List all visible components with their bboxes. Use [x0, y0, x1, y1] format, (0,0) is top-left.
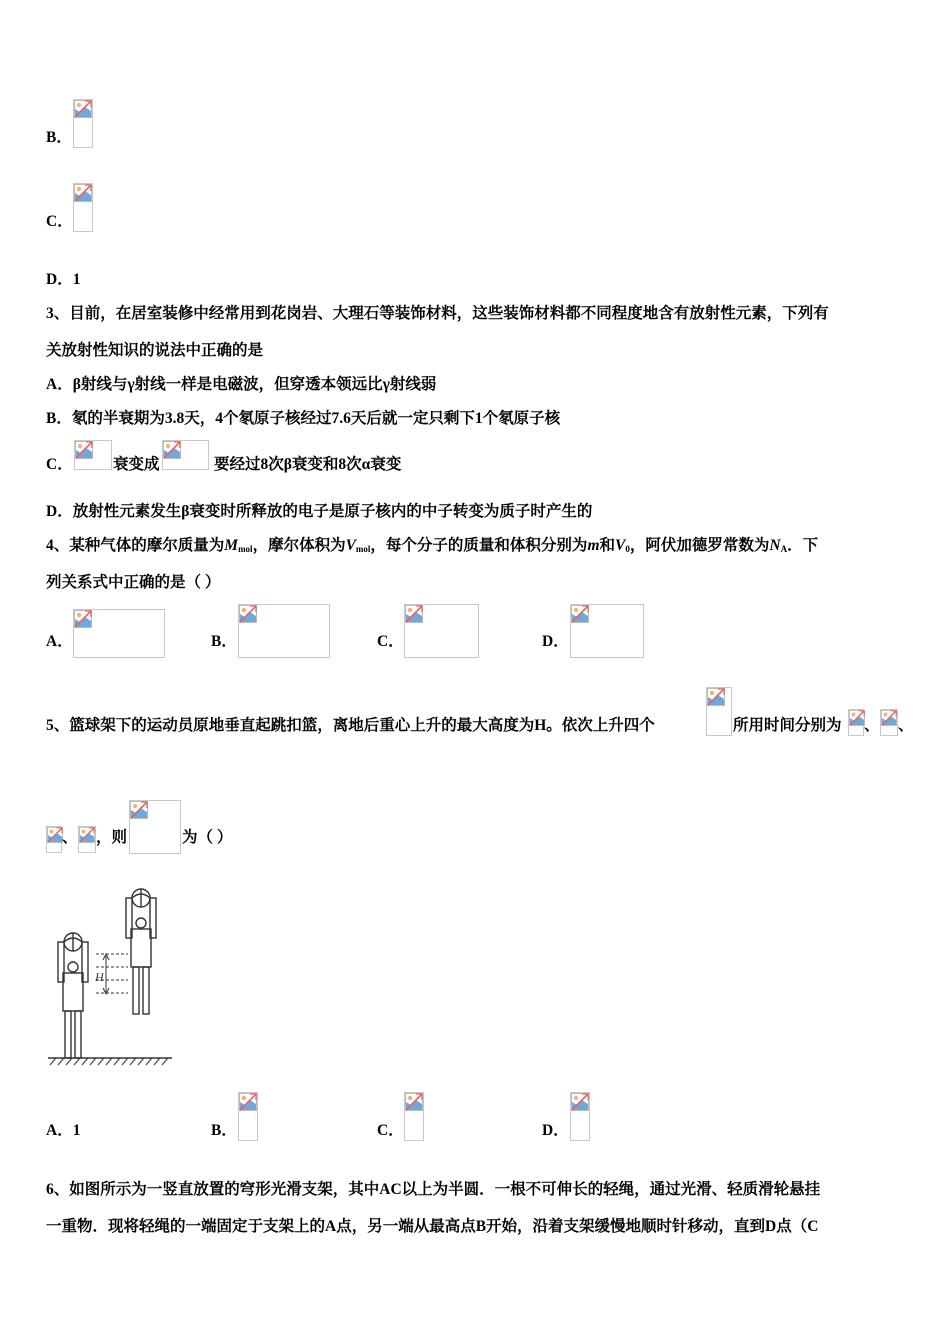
q5-figure-svg [44, 884, 176, 1070]
q5-image-t2 [880, 709, 898, 736]
q5-option-d-image [570, 1092, 590, 1141]
q4-text-3: ，每个分子的质量和体积分别为 [370, 537, 588, 554]
q5-option-d-label: D． [542, 1122, 569, 1139]
q4-text-1: 4、某种气体的摩尔质量为 [46, 537, 225, 554]
q3-stem-line2: 关放射性知识的说法中正确的是 [46, 342, 264, 359]
broken-image-icon [881, 710, 899, 728]
broken-image-icon [74, 610, 92, 628]
broken-image-icon [163, 441, 181, 459]
broken-image-icon [405, 1093, 423, 1111]
q4-option-b-image [238, 604, 330, 658]
q4-symbol-V0: V [615, 537, 626, 554]
broken-image-icon [130, 801, 148, 819]
q2-option-b-label: B． [46, 129, 72, 146]
q3-option-a: A．β射线与γ射线一样是电磁波，但穿透本领远比γ射线弱 [46, 376, 437, 393]
q3-option-c-image-2 [162, 440, 209, 470]
q5-image-t4 [78, 826, 96, 853]
q4-option-a-label: A． [46, 633, 73, 650]
q4-option-a-image [73, 609, 165, 658]
broken-image-icon [571, 1093, 589, 1111]
q4-option-c-label: C． [377, 633, 404, 650]
q3-option-c-label: C． [46, 456, 73, 473]
q3-stem-line1: 3、目前，在居室装修中经常用到花岗岩、大理石等装饰材料，这些装饰材料都不同程度地含有放射性元素，下列有 [46, 305, 829, 322]
q5-figure-h-label: H [95, 970, 104, 984]
q4-sub-A: A [780, 544, 788, 554]
q4-symbol-M: M [224, 537, 239, 554]
q3-option-c-mid: 衰变成 [113, 456, 160, 473]
q2-option-c-label: C． [46, 213, 73, 230]
q5-stem-part2: 所用时间分别为 [733, 717, 842, 734]
q2-option-d [46, 270, 80, 290]
q4-sub-mol-2: mol [355, 544, 371, 554]
q4-option-d-label: D． [542, 633, 569, 650]
q2-option-c-image [73, 183, 93, 232]
q5-image-ratio [129, 800, 181, 854]
broken-image-icon [79, 827, 97, 845]
q5-image-quarter [706, 687, 732, 736]
q4-option-d-image [570, 604, 644, 658]
broken-image-icon [239, 605, 257, 623]
q4-text-6: ．下 [787, 537, 819, 554]
q6-stem-line1: 6、如图所示为一竖直放置的穹形光滑支架，其中AC以上为半圆．一根不可伸长的轻绳，通过光滑、轻质滑轮悬挂 [46, 1181, 821, 1198]
broken-image-icon [75, 441, 93, 459]
q5-image-t1 [848, 709, 864, 736]
q3-option-b: B．氡的半衰期为3.8天，4个氡原子核经过7.6天后就一定只剩下1个氡原子核 [46, 410, 561, 427]
broken-image-icon [707, 688, 725, 706]
q5-sep-3: 、 [62, 829, 78, 846]
q2-option-b-image [73, 99, 93, 148]
broken-image-icon [74, 100, 92, 118]
q4-option-b-label: B． [211, 633, 237, 650]
q4-sub-0: 0 [625, 544, 630, 554]
q5-option-c-image [404, 1092, 424, 1141]
q4-stem-line2: 列关系式中正确的是（ ） [46, 574, 221, 591]
q3-option-c-image-1 [74, 440, 112, 470]
q2-option-d-value: 1 [72, 271, 81, 288]
q4-text-4: 和 [599, 537, 616, 554]
q5-option-a [46, 1121, 80, 1141]
q4-symbol-V: V [345, 537, 356, 554]
q5-option-c-label: C． [377, 1122, 404, 1139]
q4-text-2: ，摩尔体积为 [252, 537, 346, 554]
q5-sep-2: 、 [898, 717, 914, 734]
broken-image-icon [571, 605, 589, 623]
q5-image-t3 [46, 826, 62, 853]
q2-option-d-label: D． [46, 271, 73, 288]
q3-option-c-end: 要经过8次β衰变和8次α衰变 [214, 456, 402, 473]
q5-option-b-label: B． [211, 1122, 237, 1139]
broken-image-icon [74, 184, 92, 202]
broken-image-icon [405, 605, 423, 623]
q5-stem-part1: 5、篮球架下的运动员原地垂直起跳扣篮，离地后重心上升的最大高度为H。依次上升四个 [46, 717, 655, 734]
q4-symbol-N: N [769, 537, 781, 554]
q5-option-a-value: 1 [72, 1122, 81, 1139]
q4-text-5: ，阿伏加德罗常数为 [629, 537, 770, 554]
q3-option-d: D．放射性元素发生β衰变时所释放的电子是原子核内的中子转变为质子时产生的 [46, 503, 593, 520]
q5-basketball-figure [44, 884, 176, 1075]
q5-stem-part3: ，则 [96, 829, 128, 846]
q6-stem-line2: 一重物．现将轻绳的一端固定于支架上的A点，另一端从最高点B开始，沿着支架缓慢地顺时针移动，直到D点（C [46, 1218, 819, 1235]
q5-sep-1: 、 [864, 717, 880, 734]
q4-stem-line1 [46, 536, 818, 559]
q5-option-a-label: A． [46, 1122, 73, 1139]
q4-symbol-m: m [587, 537, 600, 554]
q5-stem-part4: 为（ ） [182, 829, 233, 846]
q4-sub-mol-1: mol [238, 544, 253, 554]
q4-option-c-image [404, 604, 479, 658]
broken-image-icon [239, 1093, 257, 1111]
q5-option-b-image [238, 1092, 258, 1141]
